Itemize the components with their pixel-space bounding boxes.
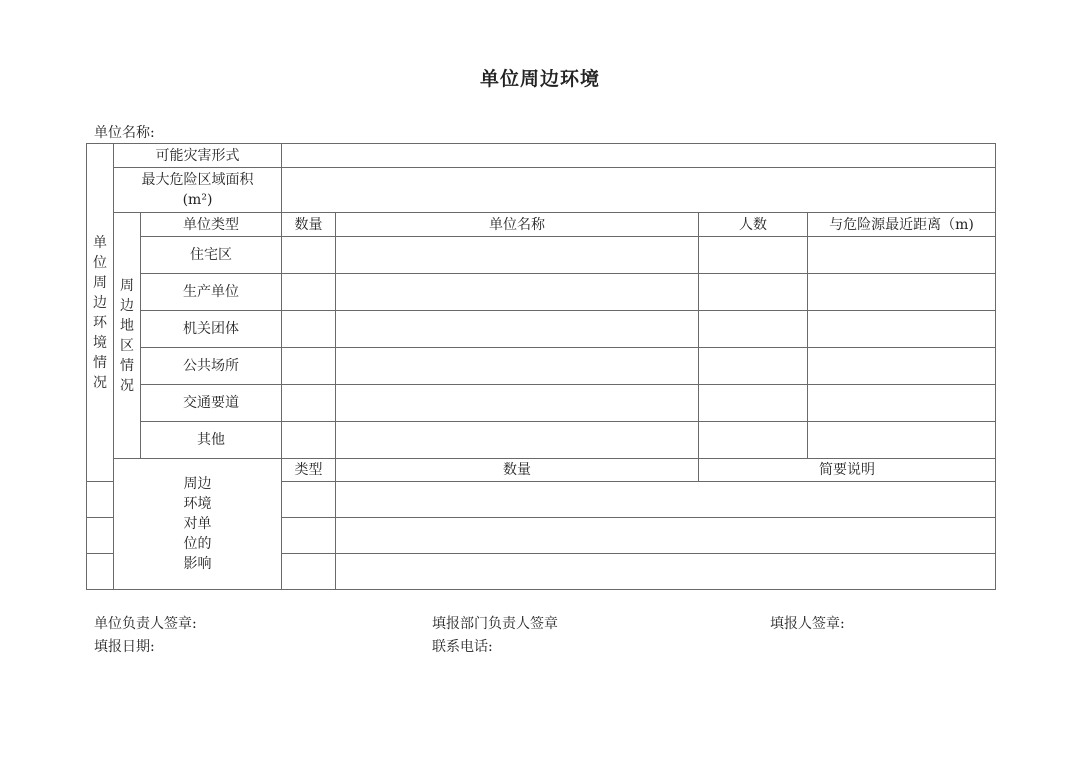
distance-input[interactable] (808, 348, 996, 385)
people-header: 人数 (699, 213, 808, 237)
unit-leader-signature-label: 单位负责人签章: (94, 616, 197, 632)
contact-phone-label: 联系电话: (432, 639, 493, 655)
table-row (87, 385, 996, 422)
impact-description-input[interactable] (336, 554, 996, 590)
quantity-input[interactable] (282, 311, 336, 348)
unit-name-input[interactable] (336, 348, 699, 385)
distance-header: 与危险源最近距离（m) (808, 213, 996, 237)
unit-name-input[interactable] (336, 237, 699, 274)
unit-type-cell: 机关团体 (141, 311, 282, 348)
possible-disaster-input[interactable] (282, 144, 996, 168)
unit-type-header: 单位类型 (141, 213, 282, 237)
unit-type-cell: 住宅区 (141, 237, 282, 274)
table-row (87, 237, 996, 274)
unit-name-input[interactable] (336, 311, 699, 348)
unit-type-cell: 公共场所 (141, 348, 282, 385)
quantity-input[interactable] (282, 348, 336, 385)
unit-name-label: 单位名称: (94, 125, 155, 141)
unit-name-input[interactable] (336, 422, 699, 459)
impact-description-input[interactable] (336, 518, 996, 554)
people-input[interactable] (699, 422, 808, 459)
impact-quantity-input[interactable] (282, 482, 336, 518)
distance-input[interactable] (808, 422, 996, 459)
table-row (87, 422, 996, 459)
people-input[interactable] (699, 385, 808, 422)
unit-type-cell: 其他 (141, 422, 282, 459)
max-area-label: 最大危险区域面积 (m²) (114, 168, 282, 213)
distance-input[interactable] (808, 237, 996, 274)
page-title: 单位周边环境 (479, 68, 600, 90)
quantity-input[interactable] (282, 422, 336, 459)
distance-input[interactable] (808, 311, 996, 348)
people-input[interactable] (699, 311, 808, 348)
impact-vertical-label: 周边 环境 对单 位的 影响 (114, 459, 282, 590)
quantity-input[interactable] (282, 274, 336, 311)
filler-signature-label: 填报人签章: (770, 616, 845, 632)
quantity-input[interactable] (282, 237, 336, 274)
section1-vertical-label: 单 位 周 边 环 境 情 况 (87, 144, 114, 482)
possible-disaster-label: 可能灾害形式 (114, 144, 282, 168)
impact-type-input[interactable] (87, 518, 114, 554)
surrounding-environment-table (86, 143, 996, 590)
distance-input[interactable] (808, 274, 996, 311)
unit-type-cell: 交通要道 (141, 385, 282, 422)
quantity-header: 数量 (282, 213, 336, 237)
unit-type-cell: 生产单位 (141, 274, 282, 311)
distance-input[interactable] (808, 385, 996, 422)
impact-type-input[interactable] (87, 482, 114, 518)
dept-leader-signature-label: 填报部门负责人签章 (432, 616, 558, 632)
fill-date-label: 填报日期: (94, 639, 155, 655)
max-area-input[interactable] (282, 168, 996, 213)
table-row (87, 348, 996, 385)
surrounding-area-vertical-label: 周 边 地 区 情 况 (114, 213, 141, 459)
unit-name-input[interactable] (336, 385, 699, 422)
impact-quantity-header: 数量 (336, 459, 699, 482)
impact-type-header: 类型 (282, 459, 336, 482)
impact-quantity-input[interactable] (282, 554, 336, 590)
impact-quantity-input[interactable] (282, 518, 336, 554)
unit-name-header: 单位名称 (336, 213, 699, 237)
impact-description-input[interactable] (336, 482, 996, 518)
table-row (87, 311, 996, 348)
table-row (87, 274, 996, 311)
impact-description-header: 简要说明 (699, 459, 996, 482)
unit-name-input[interactable] (336, 274, 699, 311)
quantity-input[interactable] (282, 385, 336, 422)
impact-type-input[interactable] (87, 554, 114, 590)
people-input[interactable] (699, 237, 808, 274)
people-input[interactable] (699, 348, 808, 385)
people-input[interactable] (699, 274, 808, 311)
